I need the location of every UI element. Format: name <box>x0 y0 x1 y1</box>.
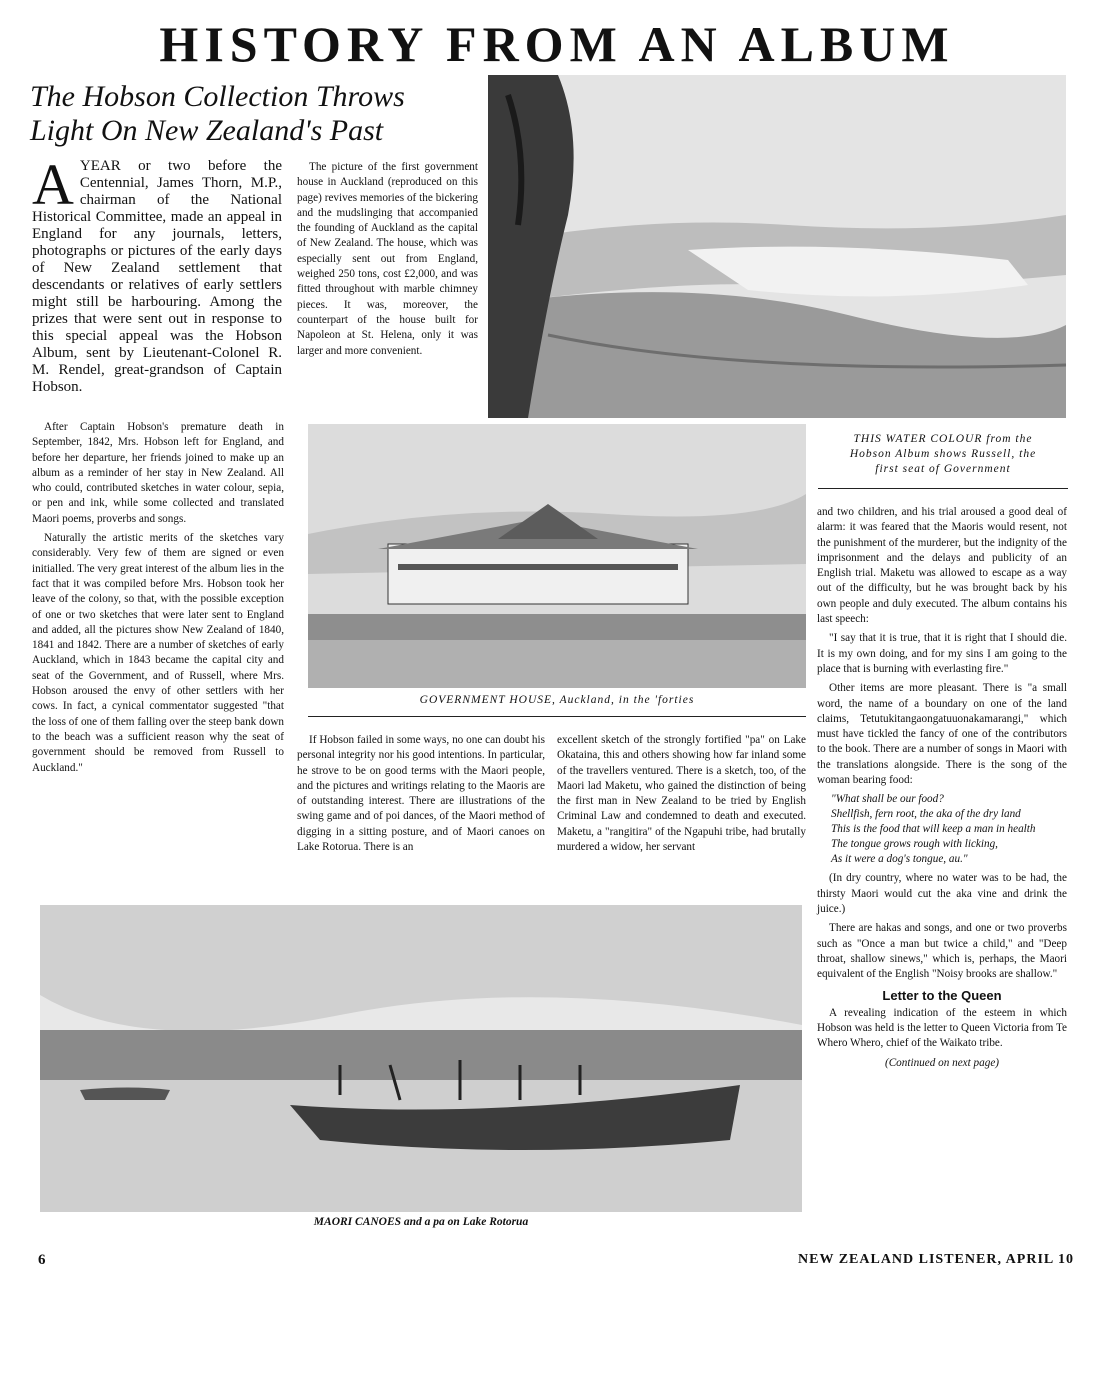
column-2-paragraph-1: The picture of the first government house in Auckland (reproduced on this page) revives memories of the bickering and the mudslinging that accompanied the founding of Auckland as the capital of New Zealand. The house, which was especially sent out from England, weighed 250 tons, cost £2,000, and was fitted throughout with marble chimney pieces. It was, moreover, the counterpart of the house built for Napoleon at St. Helena, only it was larger and more convenient. <box>297 161 478 357</box>
subtitle <box>30 80 480 148</box>
canoes-caption: MAORI CANOES and a pa on Lake Rotorua <box>313 1216 529 1228</box>
verse-line: As it were a dog's tongue, au." <box>831 853 968 866</box>
column-1 <box>32 420 284 780</box>
column-4-paragraph-3: (In dry country, where no water was to be had, the thirsty Maori would cut the aka vine and drink the juice.) <box>817 872 1067 915</box>
russell-watercolour-image <box>488 75 1066 418</box>
page-number: 6 <box>38 1252 46 1268</box>
russell-caption-line-1: THIS WATER COLOUR from the <box>853 433 1033 445</box>
verse-line: Shellfish, fern root, the aka of the dry land <box>831 808 1021 821</box>
drop-cap: A <box>32 152 74 217</box>
continued-note: (Continued on next page) <box>884 1056 1000 1069</box>
verse-line: "What shall be our food? <box>831 793 944 806</box>
russell-caption-line-2: Hobson Album shows Russell, the <box>849 448 1037 460</box>
lead-paragraph <box>32 152 282 396</box>
subtitle-line-2: Light On New Zealand's Past <box>30 114 384 147</box>
maketu-quote: "I say that it is true, that it is right that I should die. It is my own doing, and for my sins I am going to the place that is burning with everlasting fire." <box>817 632 1067 675</box>
column-4-paragraph-1: and two children, and his trial aroused a good deal of alarm: it was feared that the Maoris would resent, not the punishment of the murderer, but the indignity of the imprisonment and the delays and publicity of an English trial. Maketu was allowed to escape as a way out of the difficulty, but he was brought back by his own people and duly executed. The album contains his last speech: <box>817 506 1067 626</box>
caption-rule <box>818 488 1068 489</box>
russell-caption-line-3: first seat of Government <box>875 463 1011 475</box>
publication-line: NEW ZEALAND LISTENER, APRIL 10 <box>798 1252 1074 1267</box>
middle-column-b <box>557 733 806 859</box>
maori-canoes-image <box>40 905 802 1212</box>
middle-rule <box>308 716 806 717</box>
column-4 <box>817 505 1067 1071</box>
middle-column-a <box>297 733 545 859</box>
column-4-paragraph-5: A revealing indication of the esteem in which Hobson was held is the letter to Queen Victoria from Te Whero Whero, chief of the Waikato tribe. <box>817 1006 1067 1050</box>
page-title: HISTORY FROM AN ALBUM <box>159 16 955 72</box>
verse-line: This is the food that will keep a man in health <box>831 823 1036 836</box>
column-4-paragraph-2: Other items are more pleasant. There is "a small word, the name of a boundary on one of the land claims, Tetutukitangaongatuuonakamarangi," which must have tickled the fancy of one of the contributors to the book. There are a number of songs in Maori with the translations alongside. There is the song of the woman bearing food: <box>817 682 1067 787</box>
food-song-verse <box>831 792 1067 867</box>
column-1-paragraph-2: Naturally the artistic merits of the sketches vary considerably. Very few of them are signed or even initialled. The very great interest of the album lies in the fact that it was compiled before Mrs. Hobson took her leave of the colony, so that, with the possible exception of one or two sketches that were later sent to England and added, all the pictures show New Zealand of 1840, 1841 and 1842. There are a number of sketches of early Auckland, which in 1843 became the capital city and seat of the Government, and of Russell, where Mrs. Hobson aroused the envy of other settlers with her cows. In fact, a cynical commentator suggested "that the loss of one of them falling over the steep bank down to the beach was a sufficient reason why the seat of government should be removed from Russell to Auckland." <box>32 532 284 774</box>
government-house-caption: GOVERNMENT HOUSE, Auckland, in the 'forties <box>419 694 695 706</box>
government-house-image <box>308 424 806 688</box>
subtitle-line-1: The Hobson Collection Throws <box>30 80 405 113</box>
middle-column-b-text: excellent sketch of the strongly fortified "pa" on Lake Okataina, this and others showing how far inland some of the travellers ventured. There is a sketch, too, of the Maori lad Maketu, who gained the distinction of being the first man in New Zealand to be tried by English Criminal Law and condemned to death and executed. Maketu, a "rangitira" of the Ngapuhi tribe, had brutally murdered a widow, her servant <box>557 734 806 854</box>
column-1-paragraph-1: After Captain Hobson's premature death in September, 1842, Mrs. Hobson left for England, and before her departure, her friends joined to make up an album as a reminder of her stay in New Zealand. All who could, contributed sketches in water colour, sepia, or pen and ink, while some collected and translated Maori poems, proverbs and songs. <box>32 421 284 525</box>
middle-column-a-text: If Hobson failed in some ways, no one can doubt his personal integrity nor his good intentions. In particular, he strove to be on good terms with the Maori people, and the pictures and writings relating to the Maoris are of outstanding interest. There are illustrations of the swing game and of poi dances, of the Maori method of digging in a sitting posture, and of Maori canoes on Lake Rotorua. There is an <box>297 734 545 854</box>
russell-caption <box>818 432 1068 477</box>
column-2 <box>297 160 478 363</box>
column-4-paragraph-4: There are hakas and songs, and one or two proverbs such as "Once a man but twice a child," and "Deep throat, shallow sinews," which is, perhaps, the Maori equivalent of the English "Noisy brooks are shallow." <box>817 922 1067 981</box>
lead-text: YEAR or two before the Centennial, James Thorn, M.P., chairman of the National Historical Committee, made an appeal in England for any journals, letters, photographs or pictures of the early days of New Zealand settlement that descendants or relatives of early settlers might still be harbouring. Among the prizes that were sent out in response to this special appeal was the Hobson Album, sent by Lieutenant-Colonel R. M. Rendel, great-grandson of Captain Hobson. <box>32 158 282 395</box>
verse-line: The tongue grows rough with licking, <box>831 838 998 851</box>
section-heading: Letter to the Queen <box>882 988 1002 1004</box>
